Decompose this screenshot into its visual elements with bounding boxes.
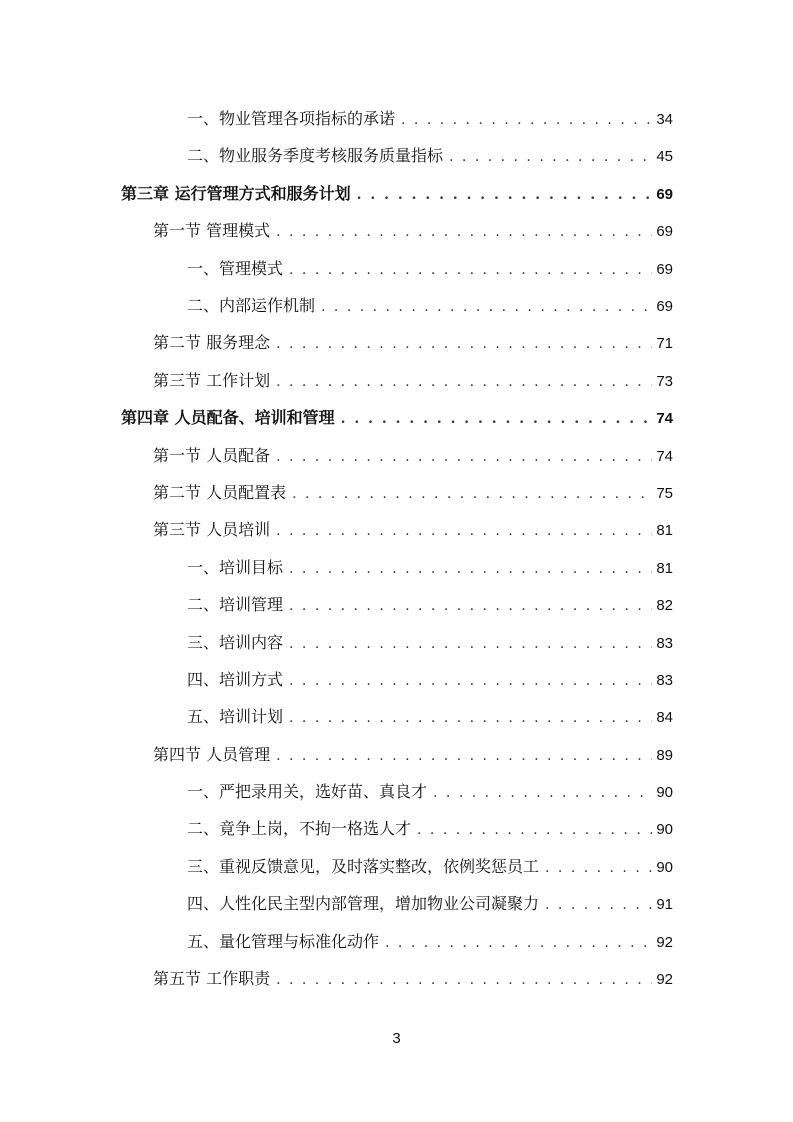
toc-entry[interactable] bbox=[187, 777, 673, 807]
toc-entry-label: 一、物业管理各项指标的承诺 bbox=[187, 109, 396, 128]
toc-chapter-entry[interactable] bbox=[121, 403, 673, 433]
toc-section-entry[interactable] bbox=[153, 515, 673, 545]
toc-leader-dots bbox=[545, 853, 652, 883]
toc-entry-page: 81 bbox=[656, 560, 673, 577]
toc-entry[interactable] bbox=[187, 852, 673, 882]
toc-leader-dots bbox=[276, 442, 652, 472]
toc-entry[interactable] bbox=[187, 814, 673, 844]
toc-entry-page: 74 bbox=[656, 410, 673, 427]
toc-entry-label: 第三节 人员培训 bbox=[153, 520, 271, 539]
toc-leader-dots bbox=[357, 180, 653, 210]
toc-leader-dots bbox=[276, 217, 652, 247]
toc-entry-label: 第三节 工作计划 bbox=[153, 371, 271, 390]
toc-entry-page: 90 bbox=[656, 784, 673, 801]
toc-leader-dots bbox=[449, 142, 652, 172]
toc-leader-dots bbox=[289, 554, 652, 584]
toc-leader-dots bbox=[385, 928, 652, 958]
toc-entry-label: 五、培训计划 bbox=[187, 707, 284, 726]
toc-entry-label: 二、培训管理 bbox=[187, 595, 284, 614]
toc-section-entry[interactable] bbox=[153, 216, 673, 246]
toc-entry-page: 69 bbox=[656, 298, 673, 315]
toc-entry[interactable] bbox=[187, 889, 673, 919]
toc-entry-page: 81 bbox=[656, 522, 673, 539]
toc-entry-label: 第四章 人员配备、培训和管理 bbox=[121, 408, 335, 427]
toc-entry[interactable] bbox=[187, 702, 673, 732]
toc-entry[interactable] bbox=[187, 628, 673, 658]
toc-entry-page: 75 bbox=[656, 485, 673, 502]
toc-entry[interactable] bbox=[187, 665, 673, 695]
toc-entry-label: 第四节 人员管理 bbox=[153, 745, 271, 764]
toc-leader-dots bbox=[276, 516, 652, 546]
toc-entry-label: 四、人性化民主型内部管理，增加物业公司凝聚力 bbox=[187, 894, 540, 913]
toc-leader-dots bbox=[417, 815, 652, 845]
toc-entry[interactable] bbox=[187, 141, 673, 171]
toc-entry-page: 83 bbox=[656, 635, 673, 652]
toc-section-entry[interactable] bbox=[153, 478, 673, 508]
toc-entry-page: 69 bbox=[656, 223, 673, 240]
toc-entry[interactable] bbox=[187, 291, 673, 321]
toc-leader-dots bbox=[292, 479, 652, 509]
toc-entry-label: 二、内部运作机制 bbox=[187, 296, 316, 315]
toc-entry-page: 83 bbox=[656, 672, 673, 689]
toc-section-entry[interactable] bbox=[153, 328, 673, 358]
toc-entry-page: 73 bbox=[656, 373, 673, 390]
toc-leader-dots bbox=[289, 666, 652, 696]
toc-entry-label: 第三章 运行管理方式和服务计划 bbox=[121, 184, 351, 203]
toc-entry[interactable] bbox=[187, 590, 673, 620]
toc-entry-label: 第二节 服务理念 bbox=[153, 333, 271, 352]
toc-leader-dots bbox=[289, 703, 652, 733]
toc-leader-dots bbox=[401, 105, 652, 135]
toc-leader-dots bbox=[545, 890, 652, 920]
toc-leader-dots bbox=[276, 367, 652, 397]
toc-entry[interactable] bbox=[187, 254, 673, 284]
page-number: 3 bbox=[392, 1030, 401, 1047]
toc-entry-page: 90 bbox=[656, 859, 673, 876]
toc-entry-label: 一、培训目标 bbox=[187, 558, 284, 577]
toc-entry-label: 三、重视反馈意见，及时落实整改，依例奖惩员工 bbox=[187, 857, 540, 876]
toc-leader-dots bbox=[433, 778, 652, 808]
toc-chapter-entry[interactable] bbox=[121, 179, 673, 209]
toc-entry-label: 四、培训方式 bbox=[187, 670, 284, 689]
toc-leader-dots bbox=[289, 591, 652, 621]
toc-entry[interactable] bbox=[187, 927, 673, 957]
toc-entry-page: 69 bbox=[656, 186, 673, 203]
toc-entry-page: 90 bbox=[656, 821, 673, 838]
toc-leader-dots bbox=[321, 292, 652, 322]
toc-entry-page: 82 bbox=[656, 597, 673, 614]
toc-entry-page: 45 bbox=[656, 148, 673, 165]
toc-entry-label: 一、严把录用关，选好苗、真良才 bbox=[187, 782, 428, 801]
toc-entry-label: 第五节 工作职责 bbox=[153, 969, 271, 988]
toc-entry-page: 89 bbox=[656, 747, 673, 764]
toc-leader-dots bbox=[276, 329, 652, 359]
toc-leader-dots bbox=[341, 404, 653, 434]
toc-entry-page: 92 bbox=[656, 934, 673, 951]
toc-entry-label: 五、量化管理与标准化动作 bbox=[187, 932, 380, 951]
toc-section-entry[interactable] bbox=[153, 740, 673, 770]
toc-entry-page: 91 bbox=[656, 896, 673, 913]
toc-entry-label: 二、物业服务季度考核服务质量指标 bbox=[187, 146, 444, 165]
toc-leader-dots bbox=[289, 255, 652, 285]
toc-entry-label: 第二节 人员配置表 bbox=[153, 483, 287, 502]
toc-entry[interactable] bbox=[187, 104, 673, 134]
toc-leader-dots bbox=[289, 629, 652, 659]
toc-entry-page: 92 bbox=[656, 971, 673, 988]
toc-section-entry[interactable] bbox=[153, 441, 673, 471]
toc-entry-label: 第一节 人员配备 bbox=[153, 446, 271, 465]
toc-leader-dots bbox=[276, 965, 652, 995]
toc-entry-label: 三、培训内容 bbox=[187, 633, 284, 652]
toc-entry-page: 34 bbox=[656, 111, 673, 128]
toc-entry-page: 84 bbox=[656, 709, 673, 726]
toc-leader-dots bbox=[276, 741, 652, 771]
toc-entry-page: 74 bbox=[656, 448, 673, 465]
toc-entry[interactable] bbox=[187, 553, 673, 583]
toc-section-entry[interactable] bbox=[153, 366, 673, 396]
toc-entry-page: 69 bbox=[656, 261, 673, 278]
toc-entry-label: 二、竟争上岗，不拘一格选人才 bbox=[187, 819, 412, 838]
toc-entry-page: 71 bbox=[656, 335, 673, 352]
toc-entry-label: 一、管理模式 bbox=[187, 259, 284, 278]
toc-section-entry[interactable] bbox=[153, 964, 673, 994]
toc-entry-label: 第一节 管理模式 bbox=[153, 221, 271, 240]
